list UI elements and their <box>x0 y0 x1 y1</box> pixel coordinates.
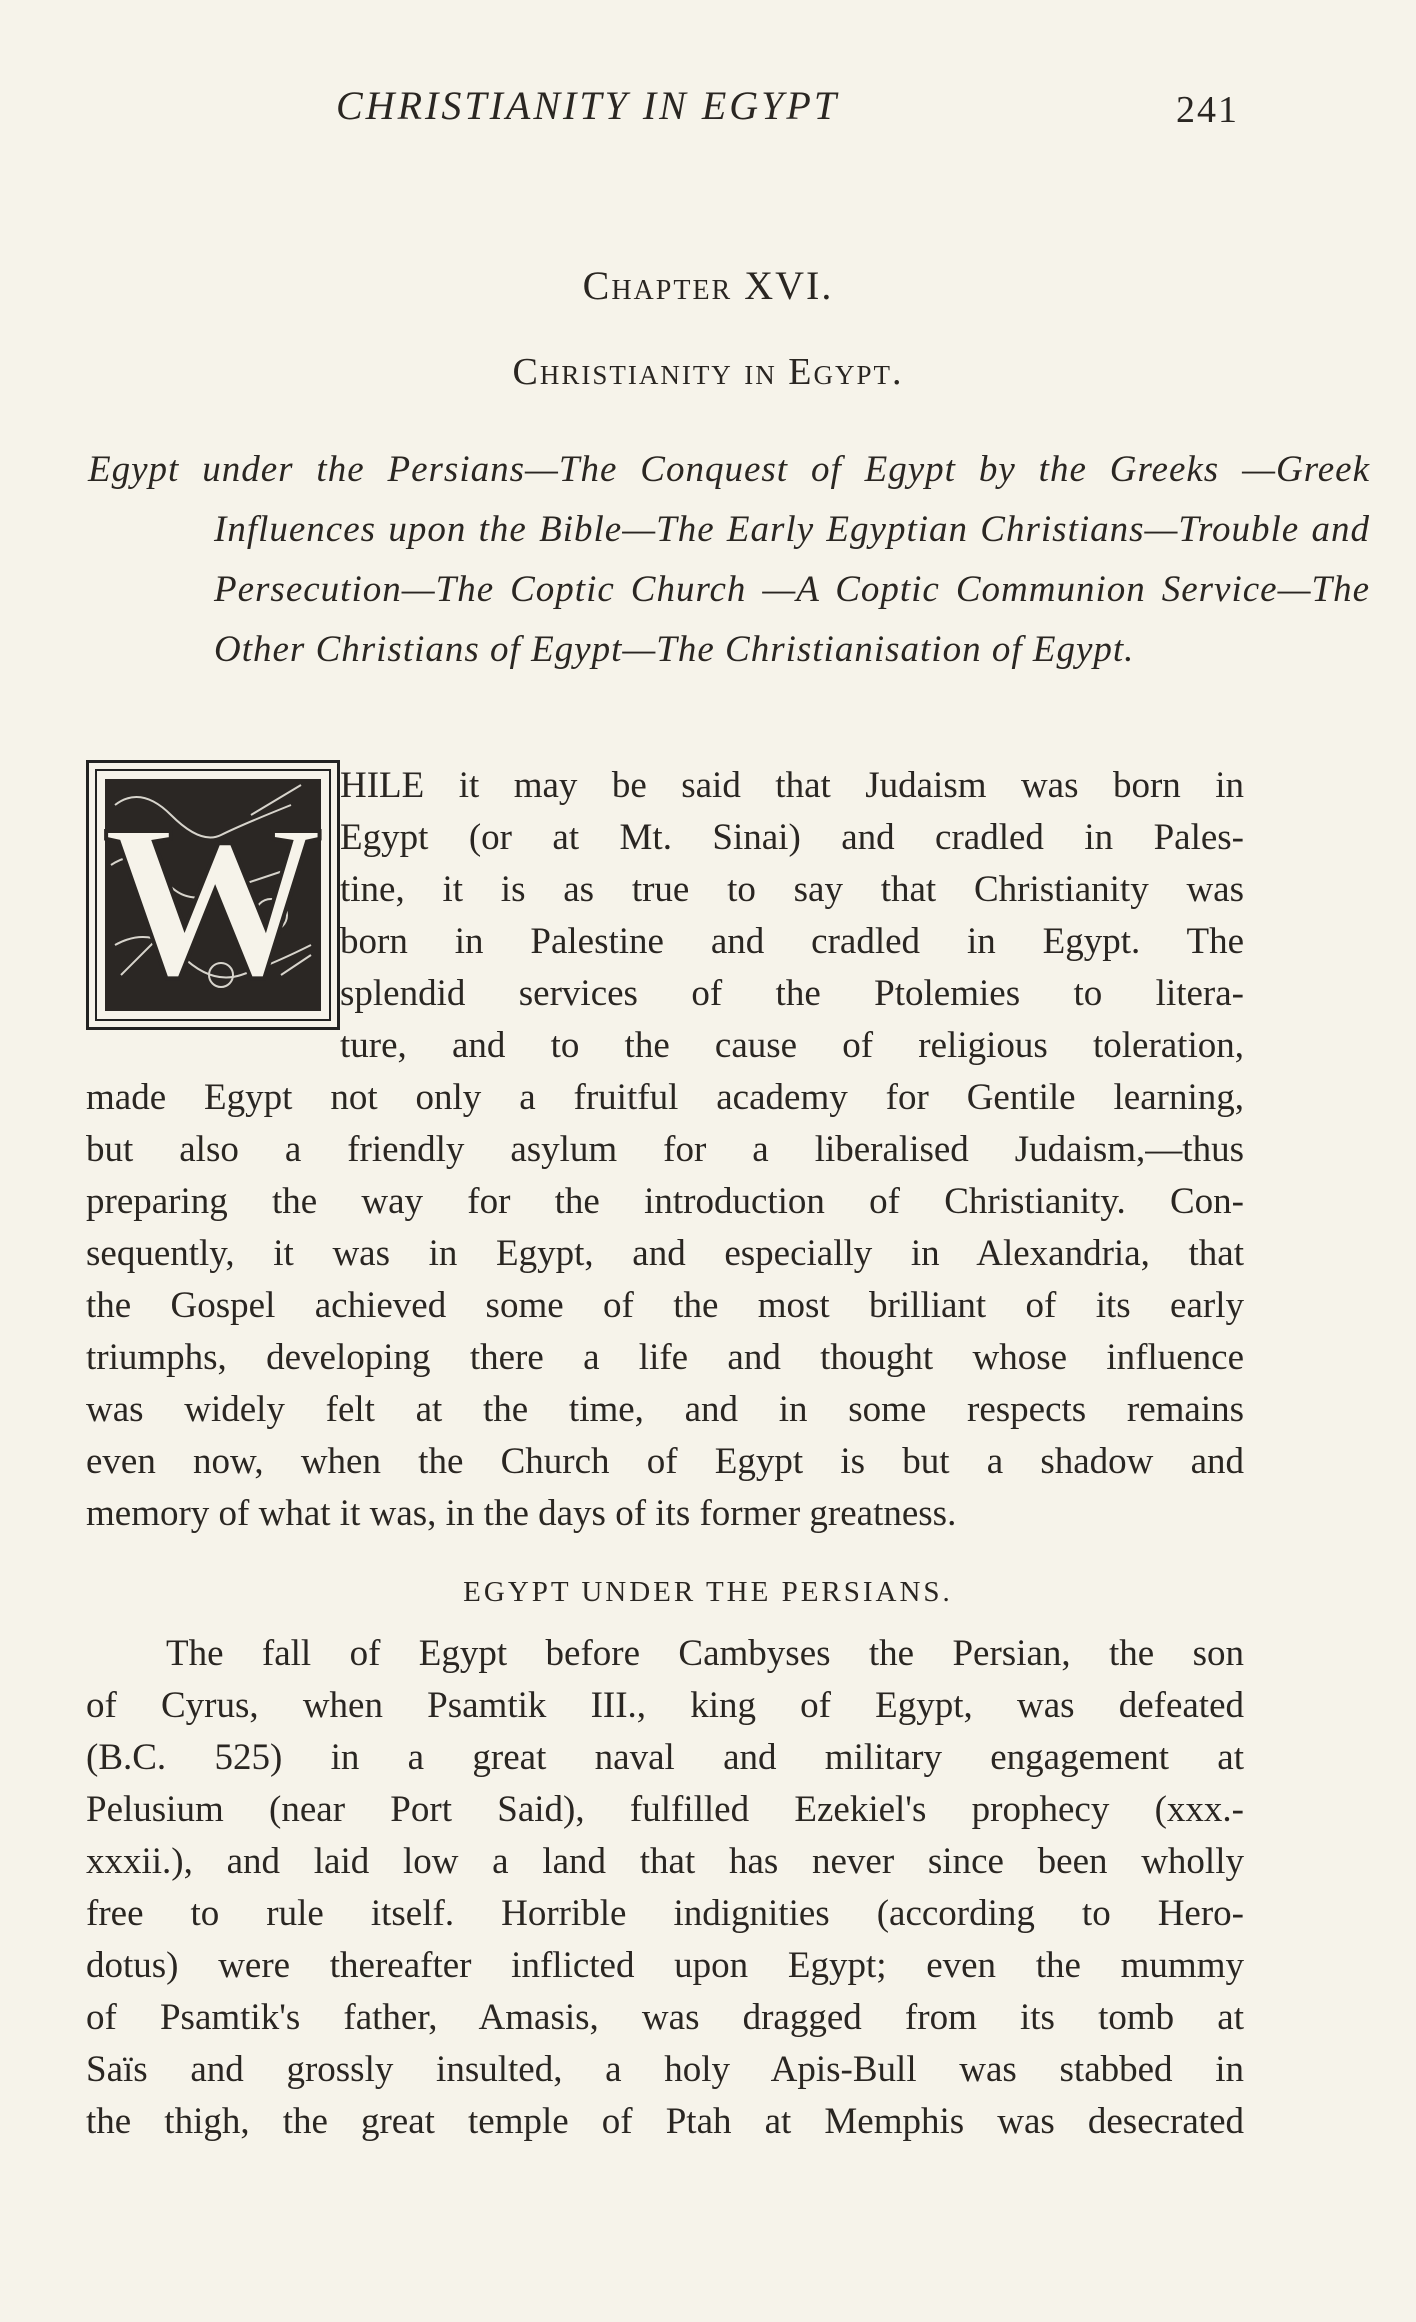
text-line: xxxii.), and laid low a land that has never since been wholly <box>86 1841 1244 1882</box>
text-line: the Gospel achieved some of the most brilliant of its early <box>86 1285 1244 1326</box>
text-line: (B.C. 525) in a great naval and military engagement at <box>86 1737 1244 1778</box>
text-line: of Cyrus, when Psamtik III., king of Egypt, was defeated <box>86 1685 1244 1726</box>
text-line: tine, it is as true to say that Christianity was <box>340 869 1244 910</box>
chapter-number: Chapter XVI. <box>582 263 834 308</box>
paragraph-1-lead <box>340 760 1244 1072</box>
text-line: made Egypt not only a fruitful academy for Gentile learning, <box>86 1077 1244 1118</box>
text-line: even now, when the Church of Egypt is but a shadow and <box>86 1441 1244 1482</box>
text-line: The fall of Egypt before Cambyses the Persian, the son <box>166 1633 1244 1674</box>
drop-cap-ornament <box>101 775 325 1015</box>
chapter-synopsis: Egypt under the Persians—The Conquest of Egypt by the Greeks —Greek Influences upon the Bible—The Early Egyptian Christians—Trouble and Persecution—The Coptic Church —A Coptic Communion Service—The Other Christians of Egypt—The Christianisation of Egypt. <box>88 449 1370 670</box>
text-line: HILE it may be said that Judaism was born in <box>340 765 1244 806</box>
text-line: triumphs, developing there a life and thought whose influence <box>86 1337 1244 1378</box>
running-head-title: CHRISTIANITY IN EGYPT <box>336 83 840 128</box>
text-line: but also a friendly asylum for a liberalised Judaism,—thus <box>86 1129 1244 1170</box>
text-line: memory of what it was, in the days of its former greatness. <box>86 1493 957 1534</box>
chapter-title: Christianity in Egypt. <box>512 351 904 393</box>
text-line: dotus) were thereafter inflicted upon Egypt; even the mummy <box>86 1945 1244 1986</box>
text-line: preparing the way for the introduction of Christianity. Con- <box>86 1181 1244 1222</box>
text-line: the thigh, the great temple of Ptah at Memphis was desecrated <box>86 2101 1244 2142</box>
text-line: Pelusium (near Port Said), fulfilled Ezekiel's prophecy (xxx.- <box>86 1789 1244 1830</box>
text-line: of Psamtik's father, Amasis, was dragged from its tomb at <box>86 1997 1244 2038</box>
ornamental-initial-w-icon <box>86 760 340 1030</box>
drop-cap-letter: W <box>103 779 323 1015</box>
text-line: ture, and to the cause of religious toleration, <box>340 1025 1244 1066</box>
text-line: splendid services of the Ptolemies to litera- <box>340 973 1244 1014</box>
section-heading: EGYPT UNDER THE PERSIANS. <box>463 1576 953 1608</box>
page-number: 241 <box>1176 89 1239 131</box>
text-line: was widely felt at the time, and in some respects remains <box>86 1389 1244 1430</box>
text-line: free to rule itself. Horrible indignities (according to Hero- <box>86 1893 1244 1934</box>
text-line: Saïs and grossly insulted, a holy Apis-Bull was stabbed in <box>86 2049 1244 2090</box>
paragraph-1-continued <box>86 1072 1244 1540</box>
paragraph-2 <box>86 1628 1244 2148</box>
text-line: born in Palestine and cradled in Egypt. The <box>340 921 1244 962</box>
text-line: Egypt (or at Mt. Sinai) and cradled in Pales- <box>340 817 1244 858</box>
text-line: sequently, it was in Egypt, and especially in Alexandria, that <box>86 1233 1244 1274</box>
